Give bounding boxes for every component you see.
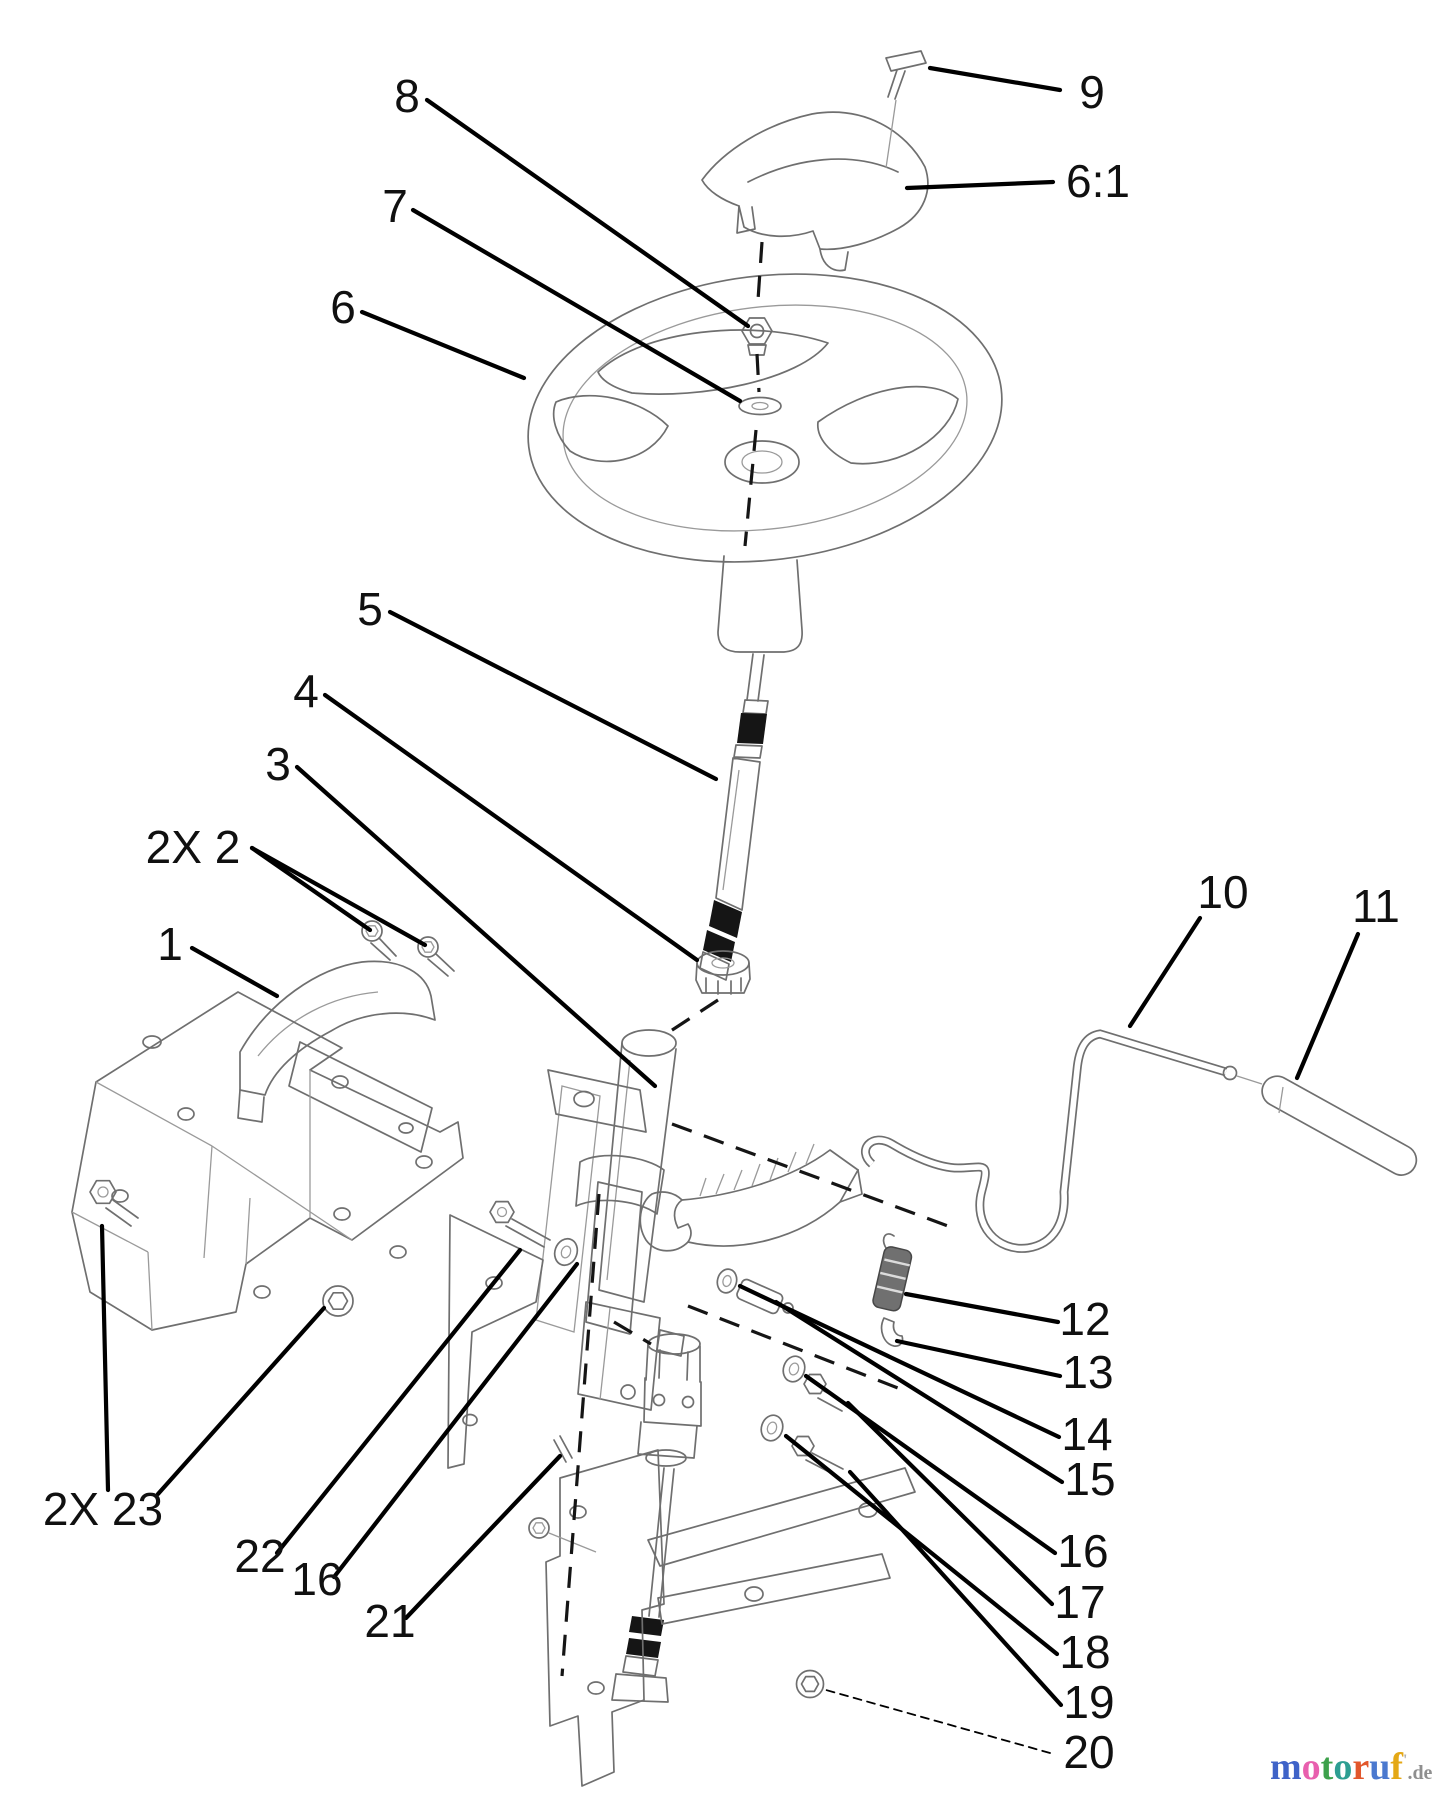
lever-grip bbox=[1257, 1071, 1422, 1181]
callout-21: 21 bbox=[364, 1595, 416, 1647]
leader-9 bbox=[930, 68, 1060, 90]
logo-letter-u: u bbox=[1369, 1746, 1391, 1788]
leader-8 bbox=[427, 100, 748, 326]
bottom-bracket bbox=[546, 1450, 915, 1786]
leader-18 bbox=[786, 1436, 1057, 1654]
callout-12: 12 bbox=[1059, 1293, 1111, 1345]
logo-tick: ' bbox=[1402, 1752, 1408, 1769]
column-collar bbox=[576, 1156, 664, 1214]
logo-letter-t: t bbox=[1320, 1746, 1334, 1788]
callout-16: 16 bbox=[1057, 1525, 1109, 1577]
steering-wheel bbox=[511, 248, 1018, 652]
callout-2x2: 2X 2 bbox=[145, 821, 241, 873]
column-arm bbox=[548, 1070, 646, 1132]
callout-10: 10 bbox=[1197, 866, 1249, 918]
callout-2x23: 2X 23 bbox=[42, 1483, 164, 1535]
motoruf-wordmark bbox=[1270, 1746, 1403, 1788]
motoruf-logo[interactable] bbox=[1270, 1748, 1432, 1786]
nut-20 bbox=[797, 1671, 824, 1698]
latch-sector bbox=[640, 1144, 862, 1251]
leader-1 bbox=[192, 948, 277, 996]
logo-letter-f: f bbox=[1390, 1746, 1403, 1788]
leader-2x23-1 bbox=[158, 1308, 324, 1494]
callout-7: 7 bbox=[382, 180, 408, 232]
washer-16 bbox=[780, 1353, 808, 1384]
small-nut bbox=[529, 1518, 596, 1552]
washer-18 bbox=[758, 1412, 786, 1443]
callout-9: 9 bbox=[1079, 66, 1105, 118]
callout-20: 20 bbox=[1063, 1726, 1115, 1778]
leader-2x2-1 bbox=[252, 848, 425, 945]
wheel-left-slot bbox=[554, 396, 668, 462]
shaft-bushing bbox=[696, 951, 750, 994]
wheel-right-slot bbox=[818, 387, 958, 464]
steering-shaft bbox=[700, 654, 768, 980]
leader-5 bbox=[390, 612, 716, 779]
callout-1: 1 bbox=[157, 918, 183, 970]
steering-wheel-cap bbox=[702, 112, 928, 270]
bolt-19 bbox=[792, 1437, 843, 1477]
support-plate bbox=[448, 1215, 543, 1468]
callout-16b: 16 bbox=[291, 1553, 343, 1605]
frame-nut bbox=[323, 1286, 353, 1316]
callout-4: 4 bbox=[293, 665, 319, 717]
leader-3 bbox=[297, 767, 655, 1086]
adjuster-lever bbox=[865, 1034, 1262, 1248]
leader-11 bbox=[1297, 934, 1358, 1078]
wheel-hub bbox=[725, 441, 799, 483]
leader-2x23 bbox=[102, 1226, 108, 1490]
logo-letter-m: m bbox=[1270, 1746, 1302, 1788]
leader-7 bbox=[413, 210, 740, 401]
leader-16 bbox=[806, 1376, 1055, 1553]
leader-12 bbox=[906, 1294, 1058, 1322]
logo-letter-r: r bbox=[1352, 1746, 1370, 1788]
universal-joint bbox=[621, 1334, 701, 1466]
pivot-washer bbox=[715, 1267, 740, 1295]
cap-screw bbox=[886, 51, 926, 168]
leader-16b bbox=[334, 1264, 577, 1577]
callout-17: 17 bbox=[1054, 1576, 1106, 1628]
callout-6-1: 6:1 bbox=[1066, 155, 1130, 207]
hub-washer bbox=[739, 398, 781, 415]
bracket-arm-lower bbox=[658, 1554, 890, 1624]
callout-6: 6 bbox=[330, 281, 356, 333]
column-bolt bbox=[490, 1202, 550, 1247]
logo-letter-o: o bbox=[1333, 1746, 1353, 1788]
callout-14: 14 bbox=[1061, 1408, 1113, 1460]
callout-19: 19 bbox=[1063, 1676, 1115, 1728]
callout-13: 13 bbox=[1062, 1346, 1114, 1398]
callout-11: 11 bbox=[1352, 880, 1400, 932]
callout-8: 8 bbox=[394, 70, 420, 122]
leader-20 bbox=[826, 1690, 1050, 1753]
logo-domain-suffix: .de bbox=[1407, 1762, 1433, 1784]
leader-6-1 bbox=[907, 182, 1053, 188]
wheel-stem bbox=[718, 556, 802, 652]
logo-letter-o: o bbox=[1301, 1746, 1321, 1788]
frame-bolt bbox=[90, 1181, 138, 1226]
callout-5: 5 bbox=[357, 583, 383, 635]
frame-weldment bbox=[72, 992, 463, 1330]
leader-10 bbox=[1130, 918, 1200, 1026]
callout-3: 3 bbox=[265, 738, 291, 790]
leader-6 bbox=[362, 312, 524, 378]
leader-22 bbox=[277, 1250, 520, 1553]
bracket-arm-upper bbox=[648, 1468, 915, 1566]
callout-22: 22 bbox=[234, 1530, 286, 1582]
callout-18: 18 bbox=[1059, 1626, 1111, 1678]
callout-15: 15 bbox=[1064, 1453, 1116, 1505]
latch-spring bbox=[872, 1234, 913, 1312]
